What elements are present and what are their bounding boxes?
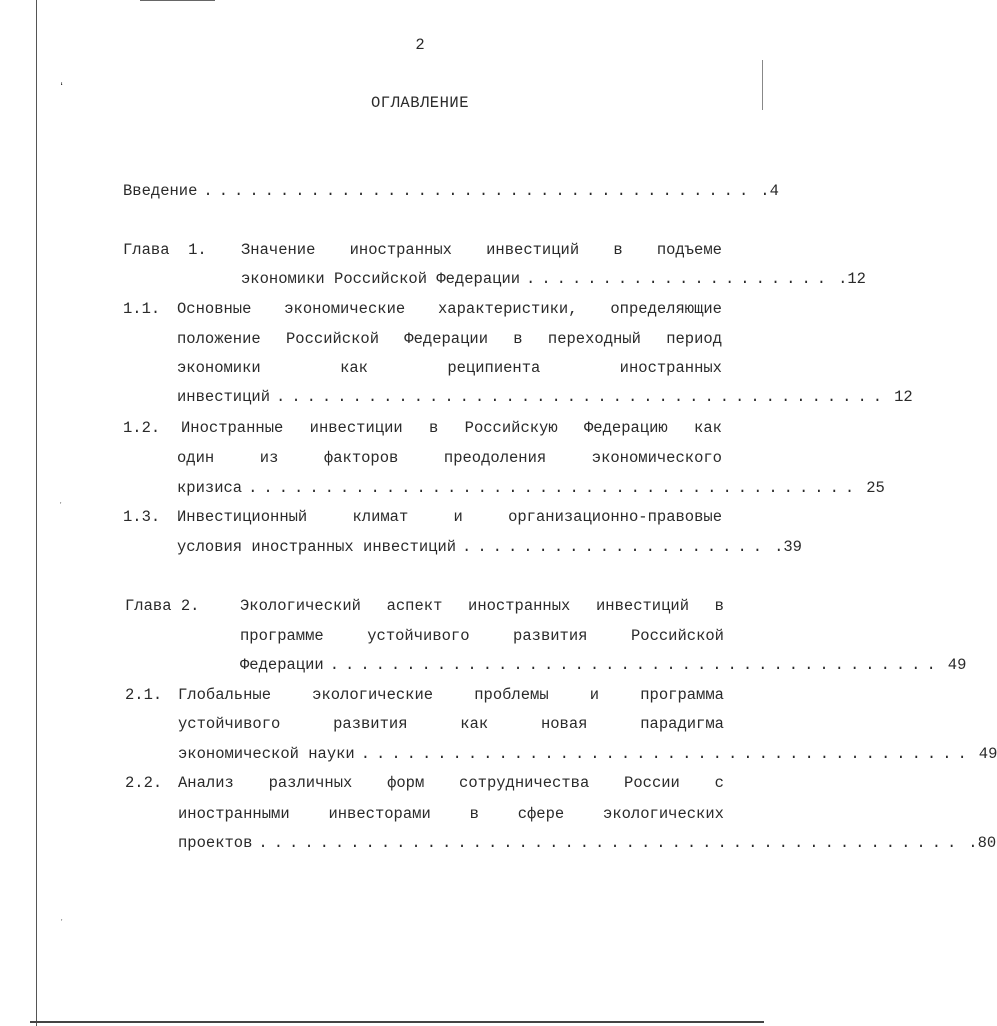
- section-number: 2.2.: [125, 774, 163, 792]
- leader-dots: ..............................................: [258, 834, 963, 852]
- leader-dots: ........................................: [329, 656, 942, 674]
- section-title-line: положение Российской Федерации в переходный период: [177, 330, 722, 348]
- chapter-label: Глава 2.: [125, 597, 200, 615]
- chapter-title-line: Федерации ........................................ 49: [240, 656, 967, 674]
- toc-title: ОГЛАВЛЕНИЕ: [370, 94, 469, 112]
- scan-speck: ʻ: [58, 81, 66, 95]
- scan-speck: ˑ: [57, 499, 65, 513]
- entry-page: 49: [947, 656, 967, 674]
- entry-page: 49: [978, 745, 997, 763]
- section-title-line: инвестиций ........................................ 12: [177, 388, 913, 406]
- section-title-line: Инвестиционный климат и организационно-правовые: [177, 508, 722, 526]
- chapter-title-line: экономики Российской Федерации .................... .12: [241, 270, 866, 288]
- entry-page: .4: [760, 182, 779, 200]
- chapter-title-line: программе устойчивого развития Российской: [240, 627, 724, 645]
- section-title-line: иностранными инвесторами в сфере экологических: [178, 805, 724, 823]
- chapter-label: Глава 1.: [123, 241, 207, 259]
- section-title-line: экономической науки ........................................ 49: [178, 745, 997, 763]
- section-title-line: Анализ различных форм сотрудничества России с: [178, 774, 724, 792]
- leader-dots: ........................................: [276, 388, 889, 406]
- leader-dots: ....................: [526, 270, 833, 288]
- page-edge-left: [36, 0, 37, 1026]
- section-title-line: проектов .............................................. .80: [178, 834, 997, 852]
- page-edge-top: [140, 0, 215, 1]
- entry-page: .12: [838, 270, 866, 288]
- section-title-line: кризиса ........................................ 25: [177, 479, 885, 497]
- leader-dots: ........................................: [360, 745, 973, 763]
- entry-page: .39: [774, 538, 802, 556]
- leader-dots: ....................: [462, 538, 769, 556]
- scan-speck: ˑ: [58, 916, 66, 930]
- section-number: 1.3.: [123, 508, 161, 526]
- entry-page: 25: [866, 479, 885, 497]
- section-title-line: экономики как реципиента иностранных: [177, 359, 722, 377]
- section-title-line: Основные экономические характеристики, определяющие: [177, 300, 722, 318]
- section-title-line: Иностранные инвестиции в Российскую Федерацию как: [181, 419, 722, 437]
- section-title-line: один из факторов преодоления экономического: [177, 449, 722, 467]
- chapter-title-line: Экологический аспект иностранных инвестиций в: [240, 597, 724, 615]
- entry-title: Введение: [123, 182, 198, 200]
- section-title-line: устойчивого развития как новая парадигма: [178, 715, 724, 733]
- toc-entry-introduction[interactable]: [123, 181, 779, 201]
- leader-dots: ....................................: [203, 182, 755, 200]
- entry-page: .80: [968, 834, 997, 852]
- page-number: 2: [415, 36, 425, 54]
- page-edge-bottom: [30, 1021, 764, 1023]
- section-number: 1.1.: [123, 300, 161, 318]
- entry-page: 12: [894, 388, 913, 406]
- section-title-line: условия иностранных инвестиций .................... .39: [177, 538, 802, 556]
- section-number: 1.2.: [123, 419, 161, 437]
- section-title-line: Глобальные экологические проблемы и программа: [178, 686, 724, 704]
- chapter-title-line: Значение иностранных инвестиций в подъеме: [241, 241, 722, 259]
- section-number: 2.1.: [125, 686, 163, 704]
- leader-dots: ........................................: [248, 479, 861, 497]
